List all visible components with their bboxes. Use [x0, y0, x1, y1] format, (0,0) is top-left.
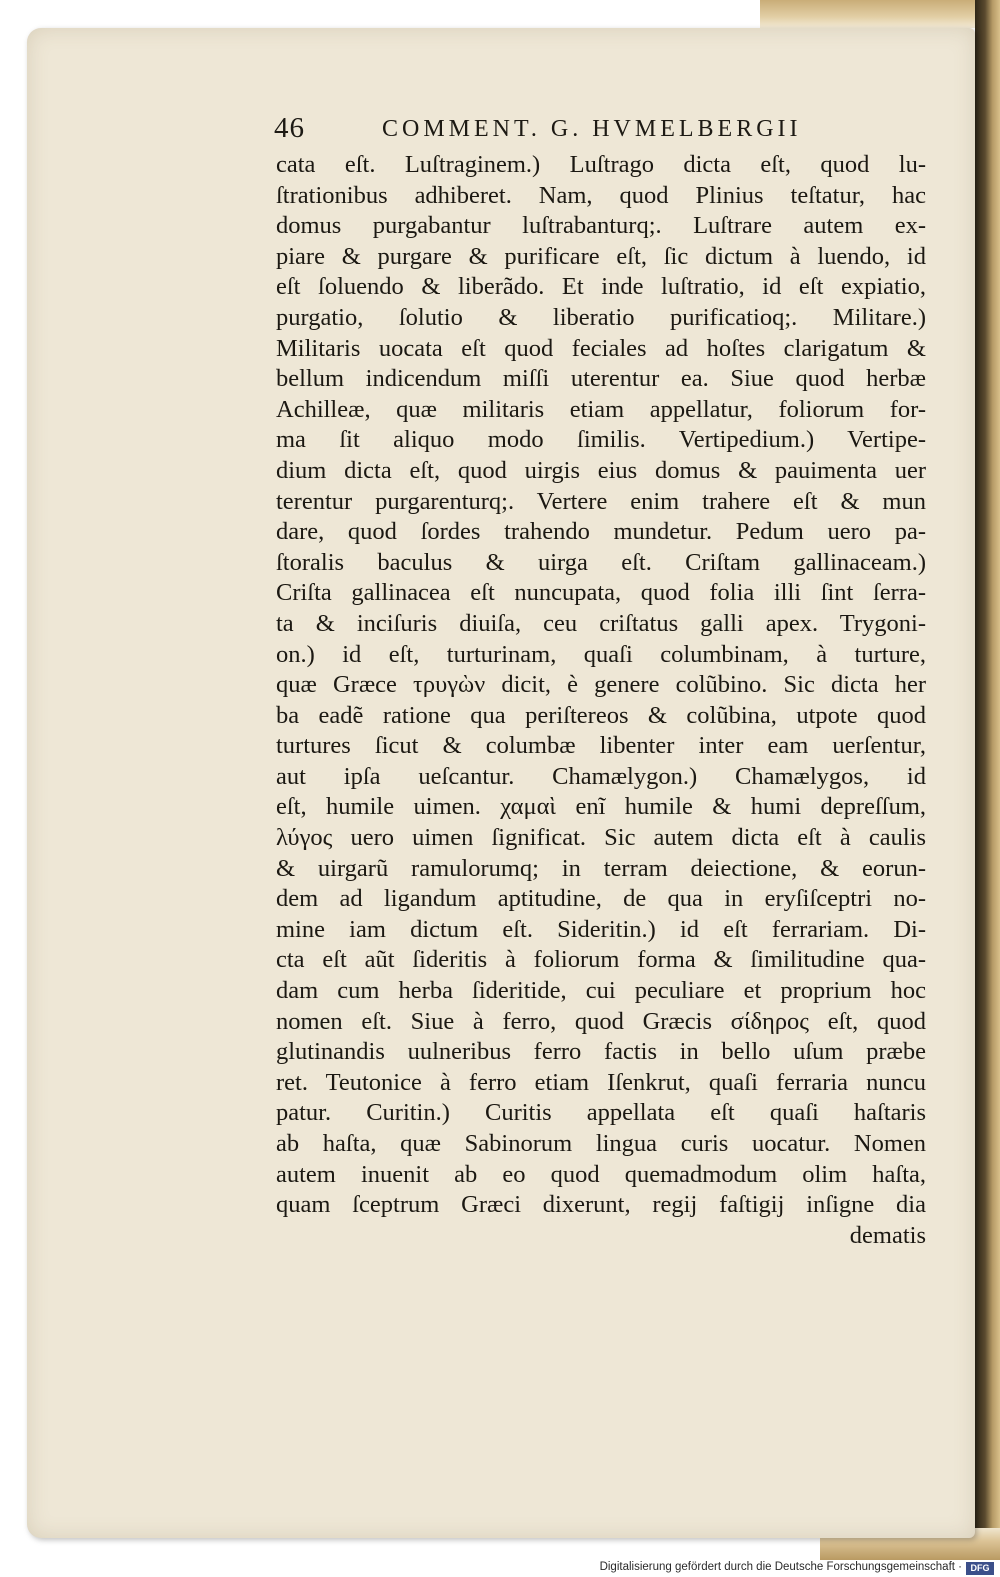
text-line: piare & purgare & purificare eſt, ſic dictum à luendo, id — [276, 242, 926, 270]
text-line: bellum indicendum miſſi uterentur ea. Siue quod herbæ — [276, 365, 926, 393]
text-line: purgatio, ſolutio & liberatio purificatioq;. Militare.) — [276, 303, 926, 331]
digitization-footer — [0, 1560, 1000, 1577]
catchword: dematis — [849, 1221, 926, 1249]
text-line: nomen eſt. Siue à ferro, quod Græcis σίδηρος eſt, quod — [276, 1007, 926, 1035]
text-line: dium dicta eſt, quod uirgis eius domus & pauimenta uer — [276, 456, 926, 484]
text-line: dam cum herba ſideritide, cui peculiare et proprium hoc — [276, 977, 926, 1005]
text-line: ſtrationibus adhiberet. Nam, quod Plinius teſtatur, hac — [276, 181, 926, 209]
text-line: autem inuenit ab eo quod quemadmodum olim haſta, — [276, 1160, 926, 1188]
text-line: eſt ſoluendo & liberãdo. Et inde luſtratio, id eſt expiatio, — [276, 273, 926, 301]
text-line: ma ſit aliquo modo ſimilis. Vertipedium.) Vertipe- — [276, 426, 926, 454]
text-line: eſt, humile uimen. χαμαὶ enĩ humile & humi depreſſum, — [276, 793, 926, 821]
text-line: Criſta gallinacea eſt nuncupata, quod folia illi ſint ſerra- — [276, 579, 926, 607]
text-line: mine iam dictum eſt. Sideritin.) id eſt ferrariam. Di- — [276, 915, 926, 943]
page-edge-right — [975, 0, 1000, 1560]
text-line: ret. Teutonice à ferro etiam Iſenkrut, quaſi ferraria nuncu — [276, 1068, 926, 1096]
page-edge-top — [760, 0, 1000, 28]
text-line: dare, quod ſordes trahendo mundetur. Pedum uero pa- — [276, 518, 926, 546]
text-line: ab haſta, quæ Sabinorum lingua curis uocatur. Nomen — [276, 1130, 926, 1157]
text-line: cata eſt. Luſtraginem.) Luſtrago dicta eſt, quod lu- — [276, 151, 926, 178]
text-line: terentur purgarenturq;. Vertere enim trahere eſt & mun — [276, 487, 926, 515]
text-line: glutinandis uulneribus ferro factis in bello uſum præbe — [276, 1038, 926, 1066]
text-line: quæ Græce τρυγὼν dicit, è genere colũbino. Sic dicta her — [276, 671, 926, 699]
text-line: on.) id eſt, turturinam, quaſi columbinam, à turture, — [276, 640, 926, 668]
dfg-logo: DFG — [966, 1562, 994, 1575]
page-header — [274, 112, 874, 152]
text-line: quam ſceptrum Græci dixerunt, regij faſtigij inſigne dia — [276, 1191, 926, 1219]
text-line: turtures ſicut & columbæ libenter inter eam uerſentur, — [276, 732, 926, 760]
text-line: ta & inciſuris diuiſa, ceu criſtatus galli apex. Trygoni- — [276, 609, 926, 637]
text-line: & uirgarũ ramulorumq; in terram deiectione, & eorun- — [276, 854, 926, 882]
text-line: ſtoralis baculus & uirga eſt. Criſtam gallinaceam.) — [276, 548, 926, 576]
running-title: COMMENT. G. HVMELBERGII — [382, 116, 802, 142]
text-line: aut ipſa ueſcantur. Chamælygon.) Chamælygos, id — [276, 762, 926, 790]
funding-notice: Digitalisierung gefördert durch die Deutsche Forschungsgemeinschaft · — [599, 1561, 962, 1573]
text-line: dem ad ligandum aptitudine, de qua in eryſiſceptri no- — [276, 885, 926, 913]
text-line: ba eadẽ ratione qua periſtereos & colũbina, utpote quod — [276, 701, 926, 729]
text-line: cta eſt aũt ſideritis à foliorum forma & ſimilitudine qua- — [276, 946, 926, 974]
text-block — [276, 150, 926, 1251]
text-line: λύγος uero uimen ſignificat. Sic autem dicta eſt à caulis — [276, 824, 926, 852]
text-line: domus purgabantur luſtrabanturq;. Luſtrare autem ex- — [276, 212, 926, 240]
folio-number: 46 — [274, 112, 305, 144]
text-line: Achilleæ, quæ militaris etiam appellatur, foliorum for- — [276, 395, 926, 423]
text-line: Militaris uocata eſt quod feciales ad hoſtes clarigatum & — [276, 334, 926, 362]
text-line: patur. Curitin.) Curitis appellata eſt quaſi haſtaris — [276, 1099, 926, 1127]
